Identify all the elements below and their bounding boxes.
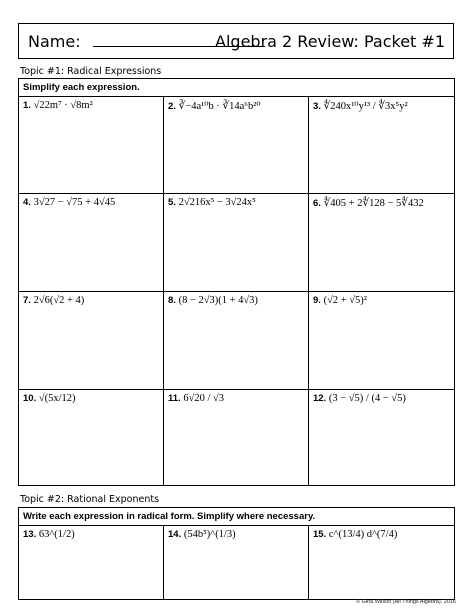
problem-expression: ∛−4a¹⁰b · ∛14a⁶b²⁰ — [178, 101, 261, 112]
problem-expression: √22m⁷ · √8m² — [33, 100, 93, 111]
problem-cell[interactable] — [19, 292, 164, 390]
problem-cell[interactable] — [309, 390, 455, 486]
problem-expression: c^(13/4) d^(7/4) — [328, 529, 398, 540]
header-box — [18, 23, 454, 59]
copyright-footer: © Gina Wilson (All Things Algebra), 2016 — [356, 599, 456, 605]
problem-expression: 3√27 − √75 + 4√45 — [33, 197, 116, 208]
problem-number: 15. — [313, 529, 327, 540]
problem-cell[interactable] — [19, 97, 164, 194]
problem-expression: (8 − 2√3)(1 + 4√3) — [178, 295, 258, 306]
problem-number: 12. — [313, 393, 327, 404]
problem-number: 4. — [23, 197, 31, 208]
problem-expression: 63^(1/2) — [38, 529, 75, 540]
problem-number: 8. — [168, 295, 176, 306]
problem-expression: 6√20 / √3 — [183, 393, 225, 404]
problem-cell[interactable] — [164, 390, 309, 486]
problem-cell[interactable] — [19, 390, 164, 486]
problem-cell[interactable] — [164, 292, 309, 390]
problem-number: 3. — [313, 101, 321, 112]
problem-expression: (54b⁵)^(1/3) — [183, 529, 236, 540]
name-label: Name: — [28, 32, 81, 51]
problem-number: 9. — [313, 295, 321, 306]
problem-cell[interactable] — [309, 292, 455, 390]
page-title: Algebra 2 Review: Packet #1 — [215, 32, 445, 51]
problem-cell[interactable] — [19, 194, 164, 292]
problem-number: 2. — [168, 101, 176, 112]
problem-expression: ∜405 + 2∜128 − 5∜432 — [323, 198, 424, 209]
topic-1-label: Topic #1: Radical Expressions — [20, 66, 162, 77]
problem-expression: 2√6(√2 + 4) — [33, 295, 85, 306]
problem-cell[interactable] — [164, 194, 309, 292]
problem-expression: ∜240x¹⁰y¹³ / ∜3x⁵y² — [323, 101, 408, 112]
problem-cell[interactable] — [309, 194, 455, 292]
problem-cell[interactable] — [164, 97, 309, 194]
problem-expression: √(5x/12) — [38, 393, 76, 404]
problem-number: 10. — [23, 393, 37, 404]
problem-expression: 2√216x⁵ − 3√24x⁵ — [178, 197, 256, 208]
problem-cell[interactable] — [19, 526, 164, 600]
problem-cell[interactable] — [309, 526, 455, 600]
problem-expression: (3 − √5) / (4 − √5) — [328, 393, 406, 404]
topic-2-table — [18, 507, 455, 600]
problem-number: 11. — [168, 393, 181, 404]
problem-number: 7. — [23, 295, 31, 306]
problem-number: 14. — [168, 529, 182, 540]
problem-number: 5. — [168, 197, 176, 208]
problem-expression: (√2 + √5)² — [323, 295, 367, 306]
topic-1-table — [18, 78, 455, 486]
problem-cell[interactable] — [164, 526, 309, 600]
problem-number: 13. — [23, 529, 37, 540]
problem-number: 6. — [313, 198, 321, 209]
problem-number: 1. — [23, 100, 31, 111]
problem-cell[interactable] — [309, 97, 455, 194]
topic-1-instruction: Simplify each expression. — [19, 79, 455, 97]
topic-2-instruction: Write each expression in radical form. Simplify where necessary. — [19, 508, 455, 526]
topic-2-label: Topic #2: Rational Exponents — [20, 494, 160, 505]
